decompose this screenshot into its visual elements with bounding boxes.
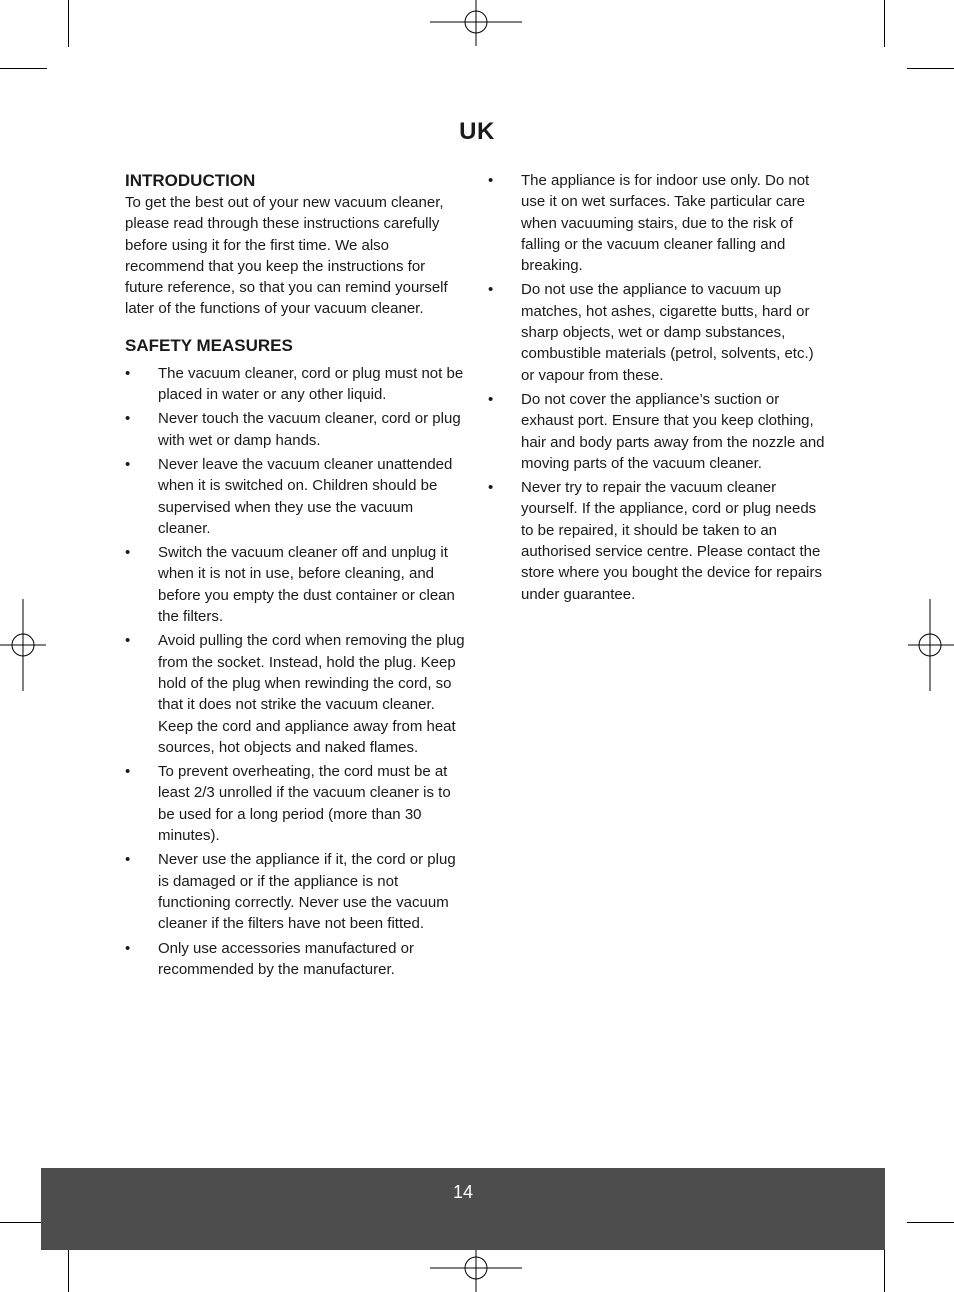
- language-heading: UK: [459, 118, 495, 145]
- list-item-text: Never use the appliance if it, the cord or plug is damaged or if the appliance is not functioning correctly. Never use the vacuum cleaner if the filters have not been fitted.: [158, 851, 456, 933]
- bullet-icon: •: [488, 390, 494, 408]
- bullet-icon: •: [488, 172, 494, 189]
- list-item: [125, 938, 465, 981]
- list-item: [125, 542, 465, 627]
- bullet-icon: •: [125, 544, 131, 562]
- list-item: [125, 849, 465, 934]
- list-item: [125, 630, 465, 758]
- list-item: [488, 279, 830, 385]
- left-column: [125, 170, 465, 983]
- list-item-text: Only use accessories manufactured or recommended by the manufacturer.: [158, 939, 414, 978]
- list-item: [488, 477, 830, 605]
- crop-mark: [884, 0, 885, 47]
- safety-section: [125, 335, 465, 980]
- bullet-icon: •: [125, 410, 131, 428]
- list-item: [125, 761, 465, 846]
- list-item-text: Never leave the vacuum cleaner unattended when it is switched on. Children should be supervised when they use the vacuum cleaner.: [158, 455, 453, 537]
- list-item: [125, 454, 465, 539]
- registration-mark-bottom: [430, 1244, 522, 1292]
- crop-mark: [907, 1222, 954, 1223]
- bullet-icon: •: [125, 455, 131, 473]
- list-item-text: To prevent overheating, the cord must be at least 2/3 unrolled if the vacuum cleaner is to be used for a long period (more than 30 minutes).: [158, 763, 451, 845]
- bullet-icon: •: [488, 479, 494, 497]
- bullet-icon: •: [125, 632, 131, 650]
- introduction-text: To get the best out of your new vacuum cleaner, please read through these instructions carefully before using it for the first time. We also recommend that you keep the instructions for future reference, so that you can remind yourself later of the functions of your vacuum cleaner.: [125, 194, 448, 318]
- list-item-text: Switch the vacuum cleaner off and unplug it when it is not in use, before cleaning, and before you empty the dust container or clean the filters.: [158, 544, 455, 626]
- page-number: 14: [452, 1182, 474, 1202]
- registration-mark-top: [430, 0, 522, 48]
- bullet-icon: •: [125, 851, 131, 869]
- crop-mark: [68, 1245, 69, 1292]
- bullet-icon: •: [125, 939, 131, 957]
- right-column: [488, 170, 830, 608]
- registration-mark-right: [906, 599, 954, 691]
- crop-mark: [0, 68, 47, 69]
- bullet-icon: •: [125, 364, 131, 382]
- bullet-icon: •: [125, 763, 131, 781]
- footer-bar: [41, 1168, 885, 1250]
- list-item-text: The appliance is for indoor use only. Do not use it on wet surfaces. Take particular care when vacuuming stairs, due to the risk of falling or the vacuum cleaner falling and breaking.: [521, 172, 810, 275]
- list-item: [488, 389, 830, 474]
- safety-heading: SAFETY MEASURES: [125, 335, 293, 355]
- bullet-icon: •: [488, 281, 494, 299]
- list-item-text: Avoid pulling the cord when removing the plug from the socket. Instead, hold the plug. Keep hold of the plug when rewinding the cord, so that it does not strike the vacuum cleaner. Keep the cord and appliance away from heat sources, hot objects and naked flames.: [158, 632, 465, 756]
- crop-mark: [907, 68, 954, 69]
- introduction-section: [125, 170, 465, 320]
- crop-mark: [0, 1222, 47, 1223]
- list-item: [488, 170, 830, 276]
- list-item-text: Do not cover the appliance’s suction or exhaust port. Ensure that you keep clothing, hair and body parts away from the nozzle and moving parts of the vacuum cleaner.: [521, 390, 825, 472]
- list-item-text: Never touch the vacuum cleaner, cord or plug with wet or damp hands.: [158, 410, 461, 449]
- safety-list-right: [488, 170, 830, 605]
- list-item-text: Never try to repair the vacuum cleaner yourself. If the appliance, cord or plug needs to be repaired, it should be taken to an authorised service centre. Please contact the store where you bought the device for repairs under guarantee.: [521, 479, 823, 603]
- registration-mark-left: [0, 599, 48, 691]
- introduction-heading: INTRODUCTION: [125, 171, 256, 190]
- crop-mark: [884, 1245, 885, 1292]
- list-item: [125, 363, 465, 406]
- safety-list-left: [125, 363, 465, 980]
- list-item-text: Do not use the appliance to vacuum up matches, hot ashes, cigarette butts, hard or sharp objects, wet or damp substances, combustible materials (petrol, solvents, etc.) or vapour from these.: [521, 281, 814, 384]
- list-item-text: The vacuum cleaner, cord or plug must not be placed in water or any other liquid.: [158, 364, 464, 404]
- crop-mark: [68, 0, 69, 47]
- list-item: [125, 408, 465, 451]
